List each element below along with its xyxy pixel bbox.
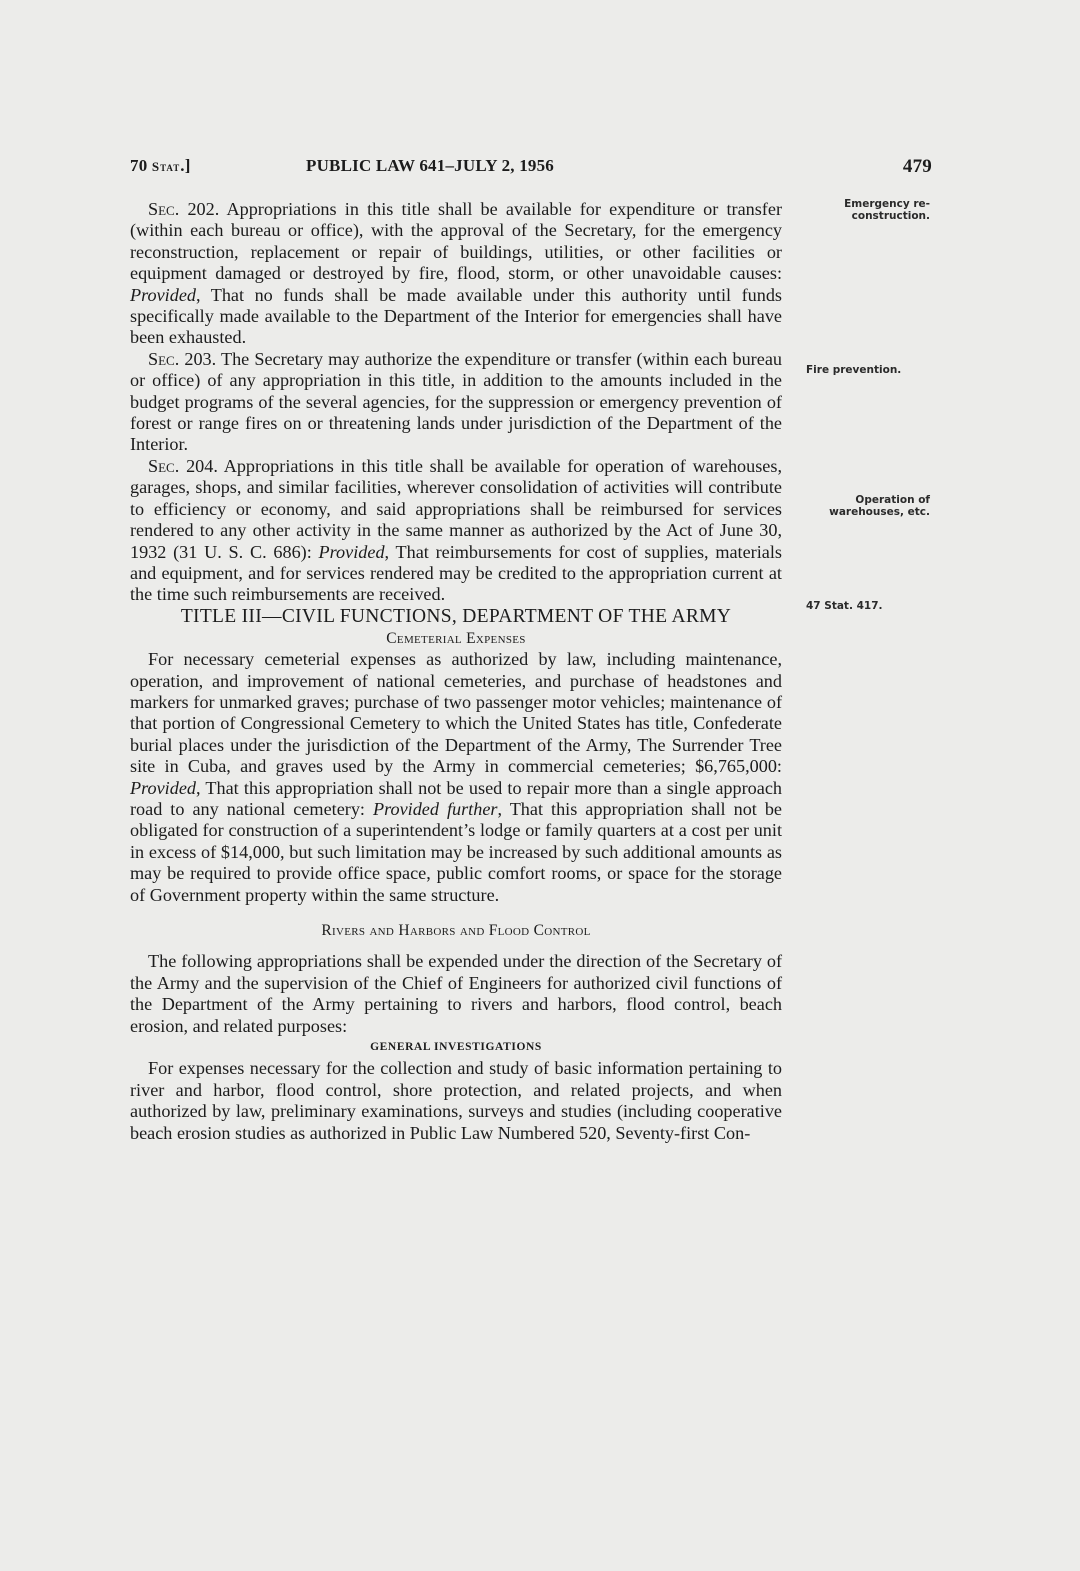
section-204: Sec. 204. Appropriations in this title shall be available for operation of warehouses, garages, shops, and similar facilities, wherever consolidation of activities will contribute to efficiency or economy, and said appropriations shall be reimbursed for services rendered to any other activity in the same manner as authorized by the Act of June 30, 1932 (31 U. S. C. 686): Provided, That reimbursements for cost of supplies, materials and equipment, and for services rendered may be credited to the appropriation current at the time such reimbursements are received. <box>130 455 782 605</box>
running-header <box>130 156 932 180</box>
body-text <box>130 199 782 1144</box>
general-investigations-heading: GENERAL INVESTIGATIONS <box>370 1041 542 1054</box>
title-heading: TITLE III—CIVIL FUNCTIONS, DEPARTMENT OF THE ARMY <box>180 605 732 627</box>
margin-note-warehouses: Operation of warehouses, etc. <box>829 494 930 518</box>
page-number: 479 <box>902 156 932 177</box>
section-203: Sec. 203. The Secretary may authorize the expenditure or transfer (within each bureau or office) of any appropriation in this title, in addition to the amounts included in the budget programs of the several agencies, for the suppression or emergency prevention of forest or range fires on or threatening lands under jurisdiction of the Department of the Interior. <box>130 348 782 455</box>
rivers-heading: Rivers and Harbors and Flood Control <box>321 922 591 939</box>
cemeterial-heading: Cemeterial Expenses <box>386 629 526 647</box>
margin-note-fire: Fire prevention. <box>806 364 902 376</box>
rivers-paragraph: The following appropriations shall be expended under the direction of the Secretary of the Army and the supervision of the Chief of Engineers for authorized civil functions of the Department of the Army pertaining to rivers and harbors, flood control, beach erosion, and related purposes: <box>130 951 782 1036</box>
margin-note-stat-ref: 47 Stat. 417. <box>806 600 883 612</box>
margin-note-emergency: Emergency re- construction. <box>844 198 930 222</box>
cemeterial-paragraph: For necessary cemeterial expenses as authorized by law, including maintenance, operation, and improvement of national cemeteries, and purchase of headstones and markers for unmarked graves; purchase of two passenger motor vehicles; maintenance of that portion of Congressional Cemetery to which the United States has title, Confederate burial places under the jurisdiction of the Department of the Army, The Surrender Tree site in Cuba, and graves used by the Army in commercial cemeteries; $6,765,000: Provided, That this appropriation shall not be used to repair more than a single approach road to any national cemetery: Provided further, That this appropriation shall not be obligated for construction of a superintendent’s lodge or family quarters at a cost per unit in excess of $14,000, but such limitation may be increased by such additional amounts as may be required to provide office space, public comfort rooms, or space for the storage of Government property within the same structure. <box>130 649 782 905</box>
section-202: Sec. 202. Appropriations in this title shall be available for expenditure or transfer (within each bureau or office), with the approval of the Secretary, for the emergency reconstruction, replacement or repair of buildings, utilities, or other facilities or equipment damaged or destroyed by fire, flood, storm, or other unavoidable causes: Provided, That no funds shall be made available under this authority until funds specifically made available to the Department of the Interior for emergencies shall have been exhausted. <box>130 199 782 348</box>
stat-reference: 70 Stat.] <box>130 156 191 175</box>
law-title: PUBLIC LAW 641–JULY 2, 1956 <box>306 156 555 175</box>
general-investigations-paragraph: For expenses necessary for the collection and study of basic information pertaining to river and harbor, flood control, shore protection, and related projects, and when authorized by law, preliminary examinations, surveys and studies (including cooperative beach erosion studies as authorized in Public Law Numbered 520, Seventy-first Con- <box>130 1058 782 1143</box>
